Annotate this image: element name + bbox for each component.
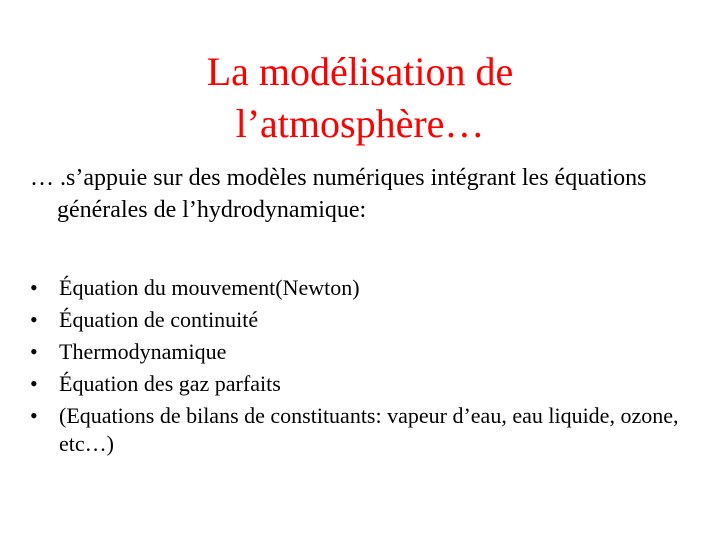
slide-title-line-1: La modélisation de [206,49,514,94]
bullet-icon: • [30,307,38,332]
bullet-icon: • [30,371,38,396]
bullet-item-thermodynamique [30,338,690,366]
bullet-item-mouvement [30,274,690,302]
bullet-text: Équation des gaz parfaits [59,371,281,396]
bullet-text: Équation du mouvement(Newton) [59,275,360,300]
bullet-icon: • [30,403,38,428]
slide-title-line-2: l’atmosphère… [235,101,485,146]
bullet-text: (Equations de bilans de constituants: vapeur d’eau, eau liquide, ozone, etc…) [59,403,679,456]
slide-title [150,46,570,150]
bullet-icon: • [30,339,38,364]
bullet-text: Équation de continuité [59,307,259,332]
bullet-item-continuite [30,306,690,334]
bullet-icon: • [30,275,38,300]
bullet-item-constituants [30,402,690,458]
bullet-list [30,274,690,462]
bullet-text: Thermodynamique [59,339,227,364]
intro-text: … .s’appuie sur des modèles numériques intégrant les équations générales de l’hydrodynamique: [30,165,647,223]
bullet-item-gaz-parfaits [30,370,690,398]
